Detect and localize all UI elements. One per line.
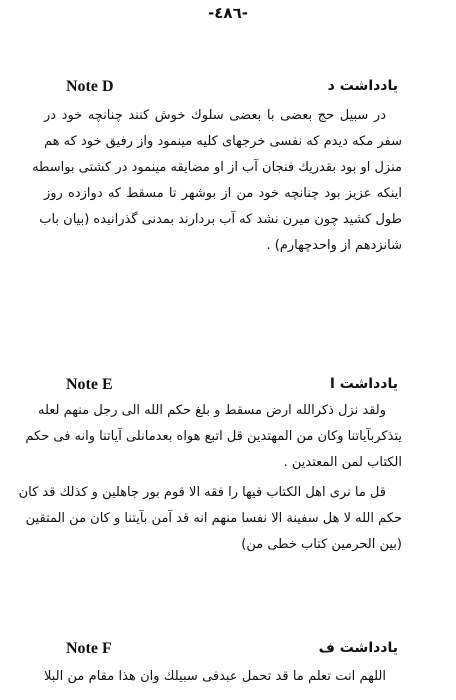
note-e-title-persian: يادداشت ا	[330, 376, 398, 392]
note-e-line: (بين الحرمين كتاب خطى من)	[241, 537, 402, 552]
note-d-line: سفر مكه ديدم كه نفسى خرجهاى كليه مينمود واز رفيق خود كه هم	[44, 134, 402, 149]
note-e-line: قل ما نرى اهل الكتاب فيها را فقه الا قوم بور جاهلين و كذلك قد كان	[18, 485, 386, 500]
note-e-body-second	[0, 480, 456, 558]
note-e-body	[0, 398, 456, 476]
note-d-title: Note D	[66, 78, 114, 95]
note-f-header	[0, 640, 456, 662]
note-e-line: يتذكربآياتنا وكان من المهتدين قل اتبع هواه بعدمانلى آياتنا وانه فى حكم	[25, 429, 402, 444]
note-d-title-persian: يادداشت د	[327, 78, 398, 94]
note-d-header	[0, 78, 456, 100]
note-d-line: شانزدهم از واحدچهارم) .	[266, 238, 402, 253]
note-f-line: اللهم انت تعلم ما قد تحمل عبدفى سبيلك وان هذا مقام من البلا	[44, 669, 386, 684]
note-d-line: اينكه عزيز بود چنانچه خود من از بوشهر تا مسقط كه دوازده روز	[44, 186, 402, 201]
page-number: -٤٨٦-	[208, 4, 248, 22]
note-f-title-persian: يادداشت ف	[318, 640, 398, 656]
note-d-line: طول كشيد چون ميرن نشد كه آب بردارند بمدنى گذرانيده (بيان باب	[39, 212, 402, 227]
note-d-body	[0, 103, 456, 259]
note-d-line: منزل او بود بقدريك فنجان آب از او مضايقه مينمود در كشتى بواسطه	[32, 160, 402, 175]
note-e-header	[0, 376, 456, 398]
note-e-line: الكتاب لمن المعتدين .	[283, 455, 402, 470]
note-f-body	[0, 664, 456, 690]
note-f-title: Note F	[66, 640, 112, 657]
note-e-title: Note E	[66, 376, 113, 393]
note-e-line: ولقد نزل ذكرالله ارض مسقط و بلغ حكم الله الى رجل منهم لعله	[38, 403, 386, 418]
note-d-line: در سبيل حج بعضى با بعضى سلوك خوش كنند چنانچه خود در	[44, 108, 386, 123]
note-e-line: حكم الله لا هل سفينة الا نفسا منهم انه قد آمن بآيتنا و كان من المتقين	[25, 511, 402, 526]
